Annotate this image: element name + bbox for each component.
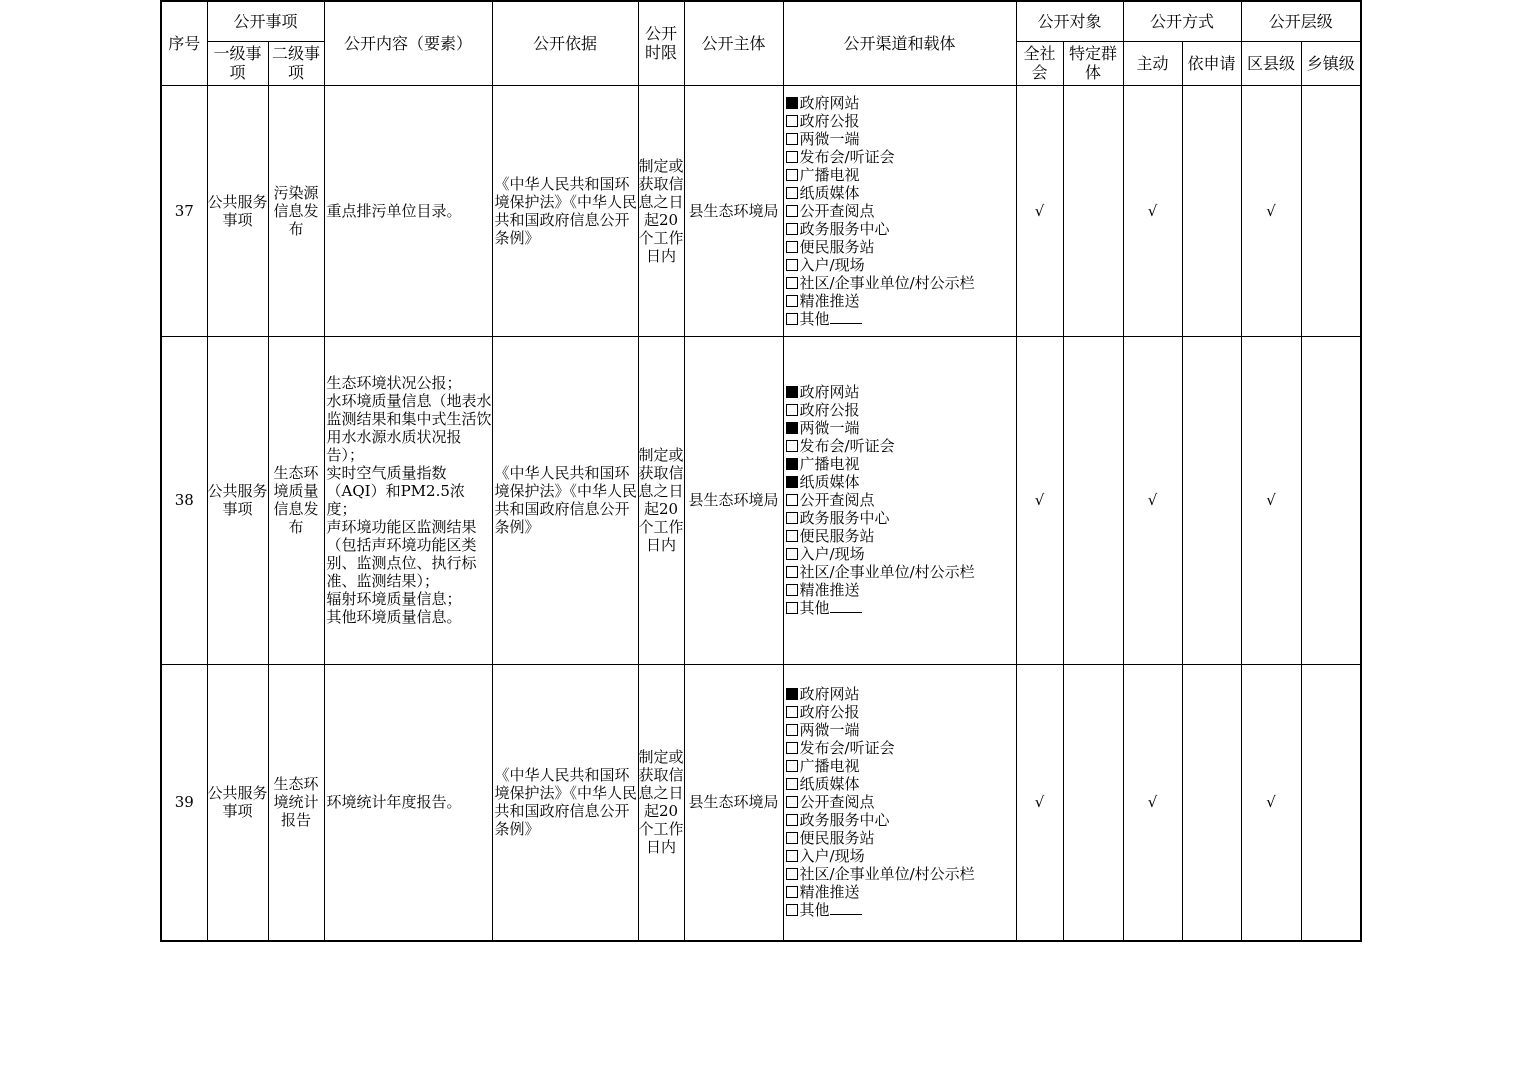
row-target-specific xyxy=(1063,85,1123,336)
unchecked-box-icon xyxy=(786,832,798,844)
channel-option xyxy=(786,437,1016,455)
unchecked-box-icon xyxy=(786,494,798,506)
channel-label: 广播电视 xyxy=(799,455,860,473)
channel-option xyxy=(786,419,1016,437)
unchecked-box-icon xyxy=(786,313,798,325)
blank-line xyxy=(830,322,862,324)
row-level2: 污染源信息发布 xyxy=(268,85,324,336)
row-target-all: √ xyxy=(1016,336,1063,664)
unchecked-box-icon xyxy=(786,277,798,289)
row-time-limit: 制定或获取信息之日起20个工作日内 xyxy=(638,336,684,664)
channel-label: 入户/现场 xyxy=(799,847,865,866)
header-target-all: 全社会 xyxy=(1016,41,1063,85)
channel-option xyxy=(786,148,1016,166)
channel-option xyxy=(786,112,1016,130)
channel-label: 纸质媒体 xyxy=(799,775,860,794)
checked-box-icon xyxy=(786,386,798,398)
channel-label: 政务服务中心 xyxy=(799,219,890,238)
blank-line xyxy=(830,913,862,915)
row-method-request xyxy=(1182,336,1241,664)
header-level-town: 乡镇级 xyxy=(1301,41,1361,85)
row-level2: 生态环境统计报告 xyxy=(268,664,324,941)
checked-box-icon xyxy=(786,422,798,434)
row-channels xyxy=(783,85,1016,336)
channel-option xyxy=(786,721,1016,739)
row-method-active: √ xyxy=(1123,336,1182,664)
row-subject: 县生态环境局 xyxy=(684,664,783,941)
channel-label: 广播电视 xyxy=(799,165,860,184)
channel-label: 精准推送 xyxy=(799,291,860,310)
channel-option xyxy=(786,166,1016,184)
row-subject: 县生态环境局 xyxy=(684,336,783,664)
row-basis: 《中华人民共和国环境保护法》《中华人民共和国政府信息公开条例》 xyxy=(492,664,638,941)
channel-option xyxy=(786,256,1016,274)
content-line: 生态环境状况公报； xyxy=(326,374,462,392)
content-line: 重点排污单位目录。 xyxy=(326,201,462,220)
channel-option xyxy=(786,793,1016,811)
channel-label: 入户/现场 xyxy=(799,545,865,563)
row-target-all: √ xyxy=(1016,85,1063,336)
channel-label: 政府公报 xyxy=(799,111,860,130)
unchecked-box-icon xyxy=(786,169,798,181)
channel-label: 公开查阅点 xyxy=(799,491,875,509)
channel-option xyxy=(786,130,1016,148)
blank-line xyxy=(830,611,862,613)
channel-label: 政府网站 xyxy=(799,685,860,704)
header-channel: 公开渠道和载体 xyxy=(783,1,1016,85)
row-method-active: √ xyxy=(1123,664,1182,941)
unchecked-box-icon xyxy=(786,151,798,163)
channel-option xyxy=(786,491,1016,509)
unchecked-box-icon xyxy=(786,584,798,596)
header-level-county: 区县级 xyxy=(1241,41,1301,85)
channel-label: 政府网站 xyxy=(799,93,860,112)
channel-option xyxy=(786,775,1016,793)
channel-label: 两微一端 xyxy=(799,419,860,437)
disclosure-table xyxy=(160,0,1362,942)
channel-option xyxy=(786,310,1016,328)
unchecked-box-icon xyxy=(786,566,798,578)
unchecked-box-icon xyxy=(786,440,798,452)
row-basis: 《中华人民共和国环境保护法》《中华人民共和国政府信息公开条例》 xyxy=(492,85,638,336)
row-basis: 《中华人民共和国环境保护法》《中华人民共和国政府信息公开条例》 xyxy=(492,336,638,664)
content-line: 其他环境质量信息。 xyxy=(326,608,462,626)
checked-box-icon xyxy=(786,476,798,488)
header-method-request: 依申请 xyxy=(1182,41,1241,85)
channel-option xyxy=(786,581,1016,599)
channel-label: 便民服务站 xyxy=(799,237,875,256)
row-target-specific xyxy=(1063,336,1123,664)
unchecked-box-icon xyxy=(786,512,798,524)
header-item-group: 公开事项 xyxy=(207,1,324,41)
row-target-all: √ xyxy=(1016,664,1063,941)
channel-label: 社区/企事业单位/村公示栏 xyxy=(799,273,975,292)
unchecked-box-icon xyxy=(786,886,798,898)
table-row xyxy=(161,336,1361,664)
channel-label: 发布会/听证会 xyxy=(799,437,895,455)
channel-label: 社区/企事业单位/村公示栏 xyxy=(799,865,975,884)
channel-option xyxy=(786,292,1016,310)
channel-option xyxy=(786,757,1016,775)
row-content xyxy=(324,664,492,941)
channel-option xyxy=(786,901,1016,919)
header-target-group: 公开对象 xyxy=(1016,1,1123,41)
row-channels xyxy=(783,336,1016,664)
row-time-limit: 制定或获取信息之日起20个工作日内 xyxy=(638,85,684,336)
channel-label: 两微一端 xyxy=(799,721,860,740)
channel-option xyxy=(786,739,1016,757)
checked-box-icon xyxy=(786,688,798,700)
unchecked-box-icon xyxy=(786,814,798,826)
unchecked-box-icon xyxy=(786,796,798,808)
channel-option xyxy=(786,811,1016,829)
table-row xyxy=(161,85,1361,336)
content-line: 实时空气质量指数（AQI）和PM2.5浓度； xyxy=(326,464,465,518)
content-line: 声环境功能区监测结果（包括声环境功能区类别、监测点位、执行标准、监测结果）； xyxy=(326,518,477,590)
channel-label: 便民服务站 xyxy=(799,829,875,848)
row-seq: 37 xyxy=(161,85,207,336)
unchecked-box-icon xyxy=(786,205,798,217)
channel-label: 政务服务中心 xyxy=(799,811,890,830)
channel-option xyxy=(786,455,1016,473)
row-level-town xyxy=(1301,85,1361,336)
channel-option xyxy=(786,527,1016,545)
table-row xyxy=(161,664,1361,941)
channel-label: 其他 xyxy=(799,599,830,617)
channel-option xyxy=(786,94,1016,112)
channel-option xyxy=(786,563,1016,581)
unchecked-box-icon xyxy=(786,724,798,736)
unchecked-box-icon xyxy=(786,602,798,614)
channel-label: 其他 xyxy=(799,901,830,920)
row-target-specific xyxy=(1063,664,1123,941)
header-time-limit: 公开时限 xyxy=(638,1,684,85)
header-subject: 公开主体 xyxy=(684,1,783,85)
channel-label: 纸质媒体 xyxy=(799,183,860,202)
channel-label: 政府公报 xyxy=(799,401,860,419)
row-method-request xyxy=(1182,664,1241,941)
unchecked-box-icon xyxy=(786,115,798,127)
header-method-active: 主动 xyxy=(1123,41,1182,85)
table-body xyxy=(161,85,1361,941)
row-content xyxy=(324,336,492,664)
row-seq: 38 xyxy=(161,336,207,664)
channel-option xyxy=(786,473,1016,491)
channel-option xyxy=(786,685,1016,703)
row-level1: 公共服务事项 xyxy=(207,336,268,664)
content-line: 环境统计年度报告。 xyxy=(326,793,462,812)
content-line: 辐射环境质量信息； xyxy=(326,590,462,608)
channel-label: 政务服务中心 xyxy=(799,509,890,527)
header-method-group: 公开方式 xyxy=(1123,1,1241,41)
channel-label: 其他 xyxy=(799,309,830,328)
unchecked-box-icon xyxy=(786,404,798,416)
channel-label: 政府公报 xyxy=(799,703,860,722)
channel-option xyxy=(786,202,1016,220)
channel-label: 发布会/听证会 xyxy=(799,739,895,758)
checked-box-icon xyxy=(786,97,798,109)
channel-label: 便民服务站 xyxy=(799,527,875,545)
row-level-town xyxy=(1301,336,1361,664)
header-target-specific: 特定群体 xyxy=(1063,41,1123,85)
row-level-town xyxy=(1301,664,1361,941)
channel-option xyxy=(786,274,1016,292)
row-channels xyxy=(783,664,1016,941)
header-item-l1: 一级事项 xyxy=(207,41,268,85)
channel-label: 公开查阅点 xyxy=(799,201,875,220)
row-seq: 39 xyxy=(161,664,207,941)
unchecked-box-icon xyxy=(786,850,798,862)
unchecked-box-icon xyxy=(786,706,798,718)
unchecked-box-icon xyxy=(786,904,798,916)
channel-option xyxy=(786,238,1016,256)
content-line: 水环境质量信息（地表水监测结果和集中式生活饮用水水源水质状况报告）； xyxy=(326,392,492,464)
row-method-active: √ xyxy=(1123,85,1182,336)
row-level1: 公共服务事项 xyxy=(207,85,268,336)
row-content xyxy=(324,85,492,336)
unchecked-box-icon xyxy=(786,241,798,253)
channel-label: 两微一端 xyxy=(799,129,860,148)
row-subject: 县生态环境局 xyxy=(684,85,783,336)
channel-label: 广播电视 xyxy=(799,757,860,776)
row-time-limit: 制定或获取信息之日起20个工作日内 xyxy=(638,664,684,941)
channel-option xyxy=(786,220,1016,238)
channel-option xyxy=(786,599,1016,617)
row-level2: 生态环境质量信息发布 xyxy=(268,336,324,664)
unchecked-box-icon xyxy=(786,778,798,790)
channel-option xyxy=(786,847,1016,865)
row-level-county: √ xyxy=(1241,336,1301,664)
unchecked-box-icon xyxy=(786,868,798,880)
channel-label: 发布会/听证会 xyxy=(799,147,895,166)
channel-option xyxy=(786,184,1016,202)
channel-label: 社区/企事业单位/村公示栏 xyxy=(799,563,975,581)
unchecked-box-icon xyxy=(786,742,798,754)
header-content: 公开内容（要素） xyxy=(324,1,492,85)
channel-label: 纸质媒体 xyxy=(799,473,860,491)
checked-box-icon xyxy=(786,458,798,470)
unchecked-box-icon xyxy=(786,548,798,560)
channel-label: 政府网站 xyxy=(799,383,860,401)
unchecked-box-icon xyxy=(786,187,798,199)
channel-option xyxy=(786,383,1016,401)
unchecked-box-icon xyxy=(786,760,798,772)
unchecked-box-icon xyxy=(786,259,798,271)
channel-option xyxy=(786,401,1016,419)
header-item-l2: 二级事项 xyxy=(268,41,324,85)
row-method-request xyxy=(1182,85,1241,336)
channel-label: 入户/现场 xyxy=(799,255,865,274)
row-level-county: √ xyxy=(1241,664,1301,941)
channel-option xyxy=(786,545,1016,563)
header-level-group: 公开层级 xyxy=(1241,1,1361,41)
header-basis: 公开依据 xyxy=(492,1,638,85)
channel-option xyxy=(786,829,1016,847)
row-level-county: √ xyxy=(1241,85,1301,336)
unchecked-box-icon xyxy=(786,223,798,235)
unchecked-box-icon xyxy=(786,133,798,145)
channel-label: 精准推送 xyxy=(799,581,860,599)
header-seq: 序号 xyxy=(161,1,207,85)
channel-label: 公开查阅点 xyxy=(799,793,875,812)
channel-option xyxy=(786,865,1016,883)
channel-option xyxy=(786,703,1016,721)
channel-option xyxy=(786,509,1016,527)
unchecked-box-icon xyxy=(786,295,798,307)
channel-label: 精准推送 xyxy=(799,883,860,902)
channel-option xyxy=(786,883,1016,901)
unchecked-box-icon xyxy=(786,530,798,542)
row-level1: 公共服务事项 xyxy=(207,664,268,941)
